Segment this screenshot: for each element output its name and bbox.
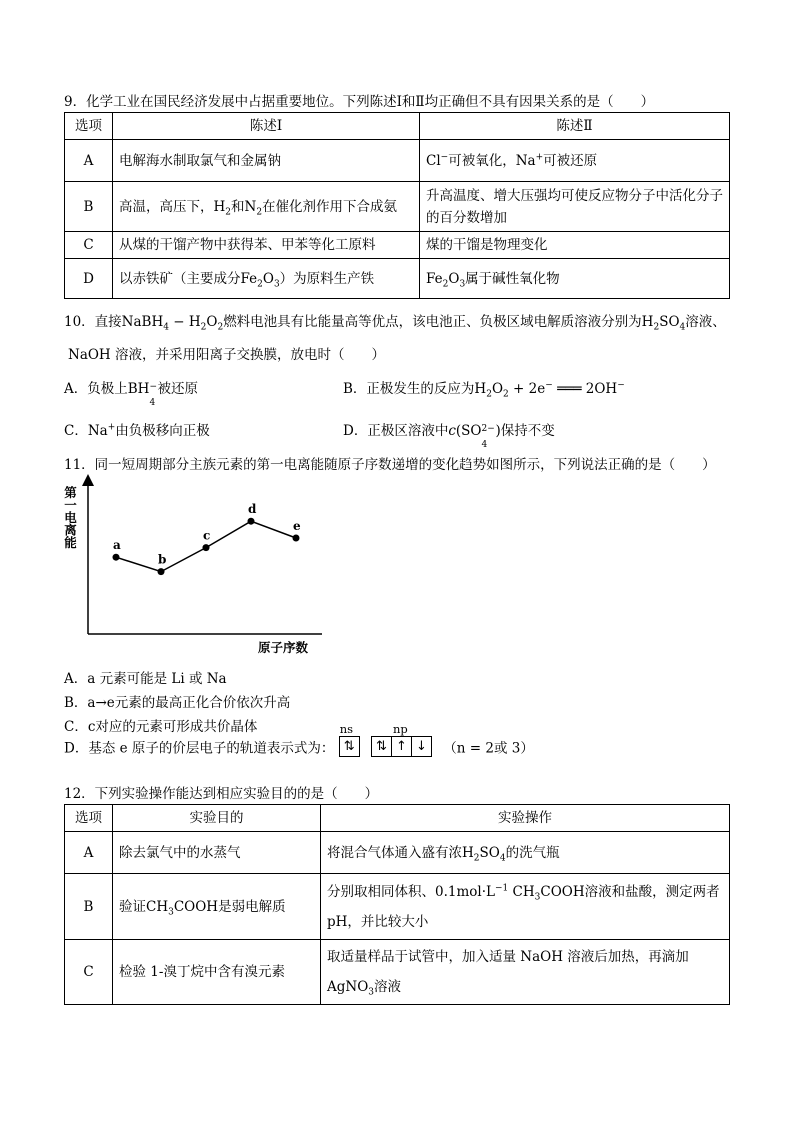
orbital-ns: ns ⇅ [339, 736, 359, 757]
q9-header-statement1: 陈述Ⅰ [113, 113, 420, 140]
chart-marks [113, 502, 302, 575]
orbital-box: ↑ [391, 736, 412, 757]
q9-option-b: B [65, 182, 113, 232]
y-axis-label: 第一电离能 [62, 486, 78, 549]
q10-option-a: A．负极上BH − 4 被还原 [64, 381, 198, 408]
q12-a-goal: 除去氯气中的水蒸气 [113, 832, 321, 874]
q9-c-statement2: 煤的干馏是物理变化 [420, 232, 730, 259]
q12-table [64, 804, 730, 1005]
orbital-box: ↓ [411, 736, 432, 757]
q11-option-d: D．基态 e 原子的价层电子的轨道表示式为： ns ⇅ np ⇅ ↑ ↓ （n = 2或 3） [64, 722, 534, 757]
q10-option-d: D．正极区溶液中c(SO 2− 4 )保持不变 [343, 423, 555, 450]
q12-c-operation: 取适量样品于试管中，加入适量 NaOH 溶液后加热，再滴加 AgNO$_3$溶液 [321, 940, 730, 1005]
q10-option-b: B．正极发生的反应为$H_2O_2 + 2e^-$ ═══ 2OH− [343, 380, 625, 400]
q12-header-option: 选项 [65, 805, 113, 832]
orbital-box: ⇅ [339, 736, 360, 757]
q9-option-d: D [65, 259, 113, 299]
q10-stem-line2: NaOH 溶液，并采用阳离子交换膜，放电时（ ） [68, 347, 385, 363]
data-point-c [203, 544, 210, 551]
table-row [65, 232, 730, 259]
data-point-d [248, 518, 255, 525]
q12-option-b: B [65, 874, 113, 940]
q11-option-c: C．c对应的元素可形成共价晶体 [64, 719, 258, 735]
q9-a-statement1: 电解海水制取氯气和金属钠 [113, 140, 420, 182]
q12-option-a: A [65, 832, 113, 874]
data-label-d: d [248, 502, 257, 517]
q9-option-a: A [65, 140, 113, 182]
q9-stem: 9．化学工业在国民经济发展中占据重要地位。下列陈述Ⅰ和Ⅱ均正确但不具有因果关系的是（ ） [64, 94, 655, 110]
q11-stem: 11．同一短周期部分主族元素的第一电离能随原子序数递增的变化趋势如图所示，下列说法正确的是（ ） [64, 457, 716, 473]
table-row [65, 940, 730, 1005]
q12-stem: 12．下列实验操作能达到相应实验目的的是（ ） [64, 786, 379, 802]
orbital-np: np ⇅ ↑ ↓ [371, 736, 431, 757]
table-row [65, 832, 730, 874]
table-row [65, 182, 730, 232]
q10-option-c: C．Na+由负极移向正极 [64, 422, 210, 439]
q9-b-statement2: 升高温度、增大压强均可使反应物分子中活化分子的百分数增加 [420, 182, 730, 232]
q12-header-operation: 实验操作 [321, 805, 730, 832]
x-axis-label: 原子序数 [258, 640, 309, 655]
data-label-c: c [203, 528, 211, 543]
table-row [65, 140, 730, 182]
data-point-e [293, 535, 300, 542]
q9-d-statement1: 以赤铁矿（主要成分$Fe_2O_3$）为原料生产铁 [113, 259, 420, 299]
q11-chart [60, 474, 330, 660]
q12-header-goal: 实验目的 [113, 805, 321, 832]
data-label-a: a [113, 538, 121, 553]
data-point-a [113, 554, 120, 561]
q9-header-option: 选项 [65, 113, 113, 140]
table-row [65, 874, 730, 940]
q9-d-statement2: $Fe_2O_3$属于碱性氧化物 [420, 259, 730, 299]
orbital-box: ⇅ [371, 736, 392, 757]
q11-option-b: B．a→e元素的最高正化合价依次升高 [64, 695, 291, 711]
q9-table [64, 112, 730, 299]
q12-b-operation: 分别取相同体积、$0.1mol\cdot L^{-1}$ $CH_3COOH$溶液和盐酸，测定两者pH，并比较大小 [321, 874, 730, 940]
data-point-b [158, 568, 165, 575]
q12-a-operation: 将混合气体通入盛有浓$H_2SO_4$的洗气瓶 [321, 832, 730, 874]
q11-option-a: A．a 元素可能是 Li 或 Na [64, 671, 227, 687]
data-label-b: b [158, 552, 167, 567]
q9-option-c: C [65, 232, 113, 259]
q9-c-statement1: 从煤的干馏产物中获得苯、甲苯等化工原料 [113, 232, 420, 259]
q12-option-c: C [65, 940, 113, 1005]
q9-b-statement1: 高温，高压下，$H_2$和$N_2$在催化剂作用下合成氨 [113, 182, 420, 232]
q12-c-goal: 检验 1-溴丁烷中含有溴元素 [113, 940, 321, 1005]
q9-a-statement2: Cl−可被氧化，Na+可被还原 [420, 140, 730, 182]
q10-stem-line1: 10．直接NaBH$_4$ − $H_2O_2$燃料电池具有比能量高等优点，该电池正、负极区域电解质溶液分别为$H_2SO_4$溶液、 [64, 314, 726, 333]
table-row [65, 259, 730, 299]
q9-header-statement2: 陈述Ⅱ [420, 113, 730, 140]
q12-b-goal: 验证$CH_3COOH$是弱电解质 [113, 874, 321, 940]
data-label-e: e [293, 519, 301, 533]
